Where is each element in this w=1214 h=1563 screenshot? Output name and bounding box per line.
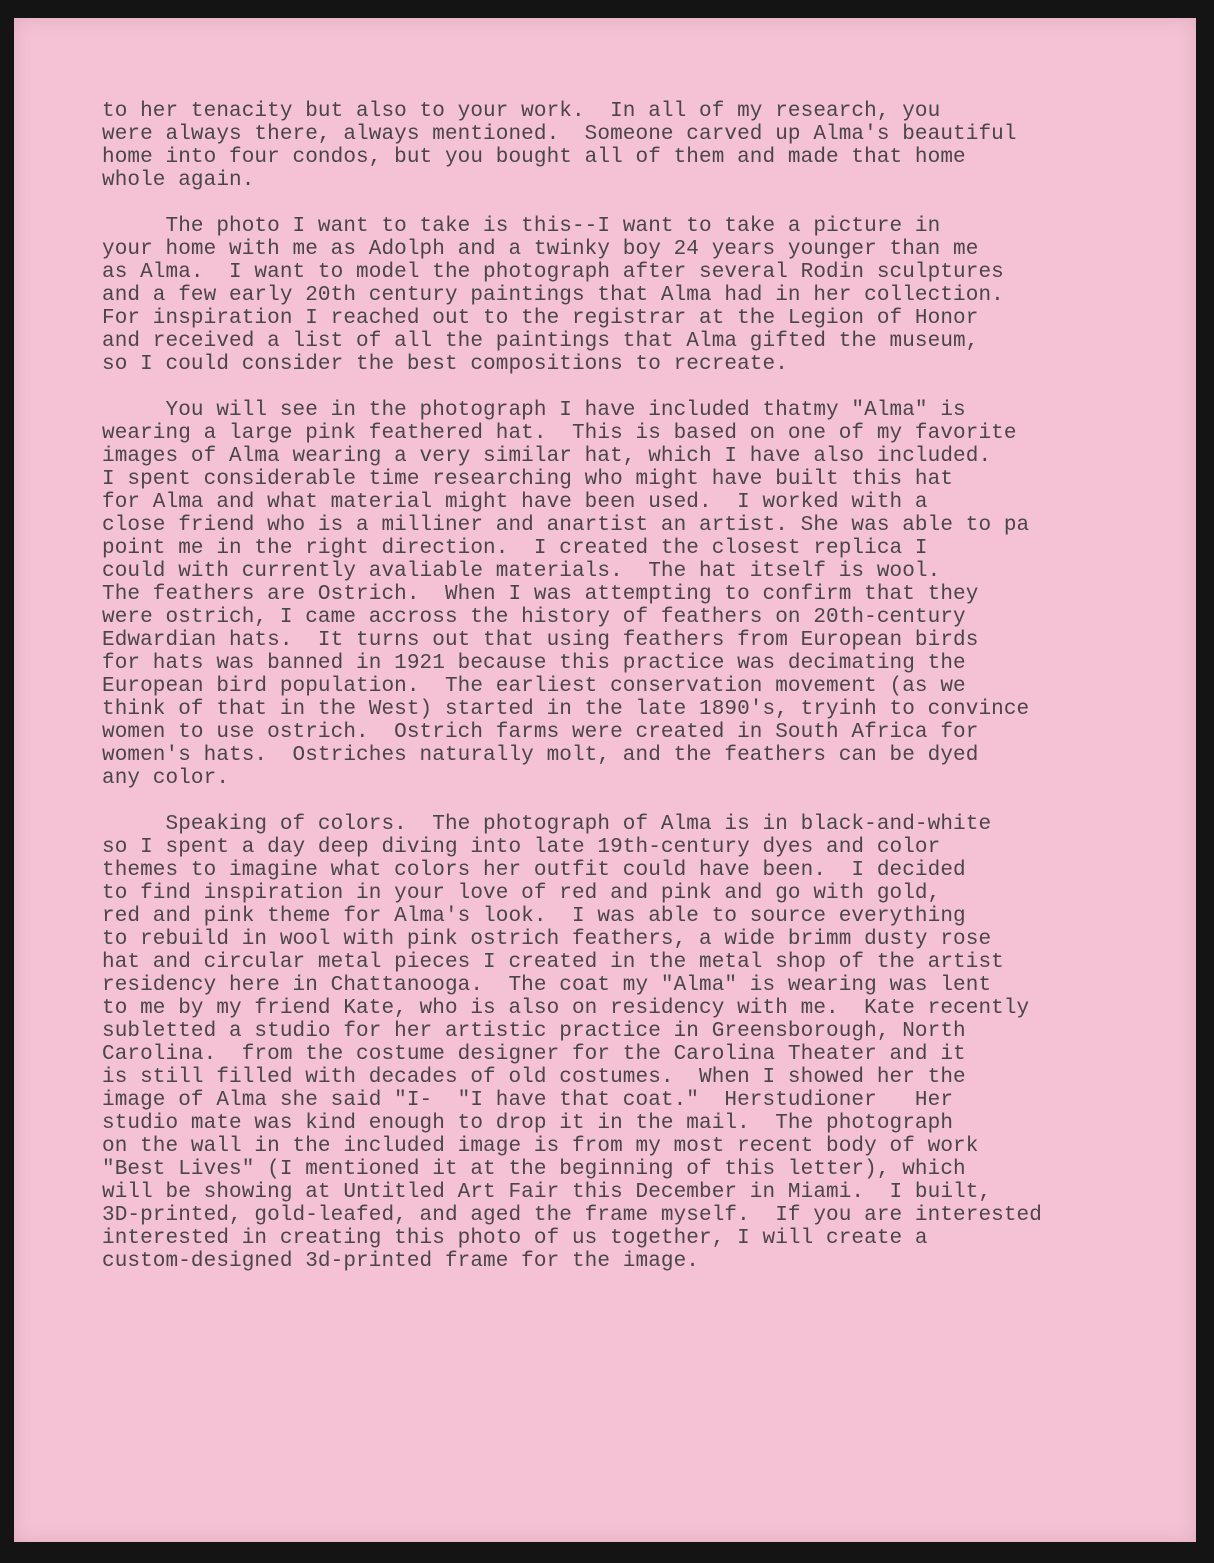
letter-line: for Alma and what material might have been used. I worked with a — [102, 491, 928, 514]
letter-line: You will see in the photograph I have included thatmy "Alma" is — [102, 399, 966, 422]
letter-line: Speaking of colors. The photograph of Alma is in black-and-white — [102, 813, 992, 836]
letter-line: close friend who is a milliner and anartist an artist. She was able to pa — [102, 514, 1030, 537]
letter-line: European bird population. The earliest conservation movement (as we — [102, 675, 966, 698]
letter-line: and a few early 20th century paintings that Alma had in her collection. — [102, 284, 1004, 307]
letter-line: women's hats. Ostriches naturally molt, and the feathers can be dyed — [102, 744, 979, 767]
letter-line: Edwardian hats. It turns out that using feathers from European birds — [102, 629, 979, 652]
typewritten-letter-body — [102, 100, 1142, 1296]
letter-line: images of Alma wearing a very similar hat, which I have also included. — [102, 445, 992, 468]
letter-line: studio mate was kind enough to drop it in the mail. The photograph — [102, 1112, 954, 1135]
letter-line: could with currently avaliable materials. The hat itself is wool. — [102, 560, 941, 583]
letter-line: and received a list of all the paintings that Alma gifted the museum, — [102, 330, 979, 353]
letter-line: as Alma. I want to model the photograph after several Rodin sculptures — [102, 261, 1004, 284]
letter-line: so I spent a day deep diving into late 19th-century dyes and color — [102, 836, 941, 859]
letter-line: home into four condos, but you bought all of them and made that home — [102, 146, 966, 169]
letter-line: I spent considerable time researching who might have built this hat — [102, 468, 954, 491]
letter-line: custom-designed 3d-printed frame for the image. — [102, 1250, 699, 1273]
letter-line: For inspiration I reached out to the registrar at the Legion of Honor — [102, 307, 979, 330]
letter-paragraph — [102, 100, 1142, 192]
letter-line: to me by my friend Kate, who is also on residency with me. Kate recently — [102, 997, 1030, 1020]
letter-paragraph — [102, 215, 1142, 376]
letter-line: whole again. — [102, 169, 255, 192]
letter-line: so I could consider the best compositions to recreate. — [102, 353, 788, 376]
letter-line: themes to imagine what colors her outfit could have been. I decided — [102, 859, 966, 882]
letter-paragraph — [102, 813, 1142, 1273]
letter-line: will be showing at Untitled Art Fair this December in Miami. I built, — [102, 1181, 992, 1204]
letter-line: interested in creating this photo of us together, I will create a — [102, 1227, 928, 1250]
letter-line: your home with me as Adolph and a twinky boy 24 years younger than me — [102, 238, 979, 261]
letter-line: subletted a studio for her artistic practice in Greensborough, North — [102, 1020, 966, 1043]
letter-line: for hats was banned in 1921 because this practice was decimating the — [102, 652, 966, 675]
letter-line: is still filled with decades of old costumes. When I showed her the — [102, 1066, 966, 1089]
letter-line: to her tenacity but also to your work. In all of my research, you — [102, 100, 941, 123]
letter-line: red and pink theme for Alma's look. I was able to source everything — [102, 905, 966, 928]
letter-line: were always there, always mentioned. Someone carved up Alma's beautiful — [102, 123, 1017, 146]
letter-line: wearing a large pink feathered hat. This is based on one of my favorite — [102, 422, 1017, 445]
letter-line: to find inspiration in your love of red and pink and go with gold, — [102, 882, 941, 905]
letter-paragraph — [102, 399, 1142, 790]
letter-line: Carolina. from the costume designer for the Carolina Theater and it — [102, 1043, 966, 1066]
letter-line: The photo I want to take is this--I want to take a picture in — [102, 215, 941, 238]
letter-line: residency here in Chattanooga. The coat my "Alma" is wearing was lent — [102, 974, 992, 997]
pink-letter-page — [14, 18, 1196, 1542]
letter-line: "Best Lives" (I mentioned it at the beginning of this letter), which — [102, 1158, 966, 1181]
letter-line: The feathers are Ostrich. When I was attempting to confirm that they — [102, 583, 979, 606]
letter-line: 3D-printed, gold-leafed, and aged the frame myself. If you are interested — [102, 1204, 1042, 1227]
letter-line: to rebuild in wool with pink ostrich feathers, a wide brimm dusty rose — [102, 928, 992, 951]
letter-line: women to use ostrich. Ostrich farms were created in South Africa for — [102, 721, 979, 744]
letter-line: any color. — [102, 767, 230, 790]
letter-line: image of Alma she said "I- "I have that coat." Herstudioner Her — [102, 1089, 954, 1112]
letter-line: think of that in the West) started in the late 1890's, tryinh to convince — [102, 698, 1030, 721]
letter-line: on the wall in the included image is from my most recent body of work — [102, 1135, 979, 1158]
letter-line: point me in the right direction. I created the closest replica I — [102, 537, 928, 560]
letter-line: were ostrich, I came accross the history of feathers on 20th-century — [102, 606, 966, 629]
letter-line: hat and circular metal pieces I created in the metal shop of the artist — [102, 951, 1004, 974]
